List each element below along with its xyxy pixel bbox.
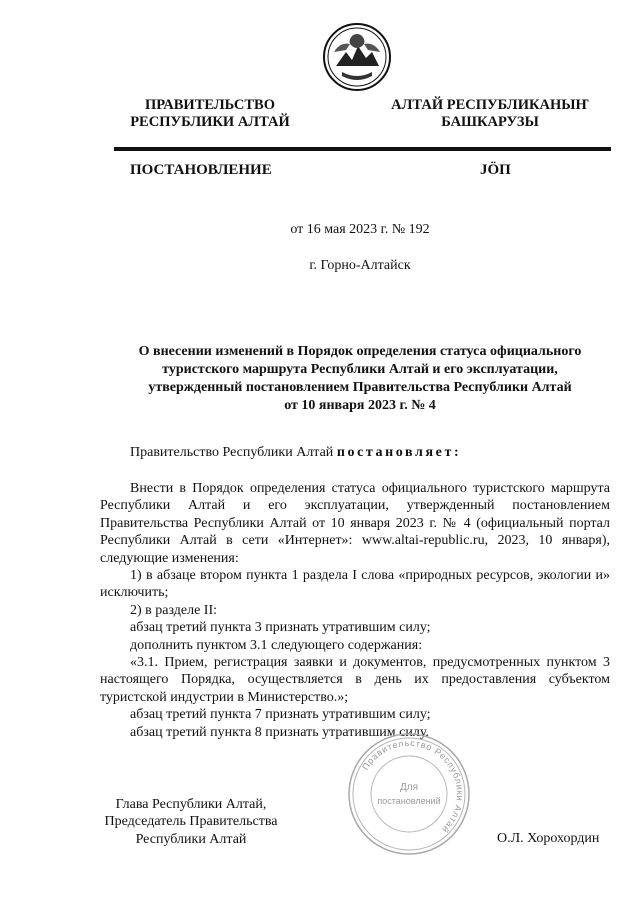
body-paragraph: 1) в абзаце втором пункта 1 раздела I слова «природных ресурсов, экологии и» исключить; [100,568,610,601]
intro-keyword: постановляет: [336,445,462,460]
title-line2: туристского маршрута Республики Алтай и его эксплуатации, [162,362,558,377]
date-number: от 16 мая 2023 г. № 192 [290,222,430,237]
signature-line2: Председатель Правительства [104,814,278,830]
body-text [100,480,610,741]
doc-type-left: ПОСТАНОВЛЕНИЕ [130,162,272,178]
stamp-ring-text: Правительство Республики Алтай [360,737,466,836]
header-left-line2: РЕСПУБЛИКИ АЛТАЙ [130,114,290,130]
body-paragraph: Внести в Порядок определения статуса официального туристского маршрута Республики Алтай и его эксплуатации, утвержденный постановлением Правительства Республики Алтай от 10 января 2023 г. № 4 (официальный портал Республики Алтай в сети «Интернет»: www.altai-republic.ru, 2023, 10 января), следующие изменения: [100,481,610,566]
coat-of-arms-icon [322,22,392,92]
body-paragraph: абзац третий пункта 3 признать утратившим силу; [130,620,431,636]
signature-block [86,796,296,848]
header-left-line1: ПРАВИТЕЛЬСТВО [145,97,275,113]
header-right-line1: АЛТАЙ РЕСПУБЛИКАНЫҤ [391,97,589,113]
stamp-center-line2: постановлений [377,796,441,806]
doc-type-right: JÖП [480,162,511,178]
header-left [100,97,320,131]
title-line3: утвержденный постановлением Правительства Республики Алтай [148,380,572,395]
city: г. Горно-Алтайск [309,258,411,273]
header-right-line2: БАШКАРУЗЫ [441,114,539,130]
official-stamp [345,730,473,858]
body-paragraph: «3.1. Прием, регистрация заявки и документов, предусмотренных пунктом 3 настоящего Порядка, осуществляется в день их предоставления субъектом туристской индустрии в Министерство.»; [100,655,610,705]
body-paragraph: 2) в разделе II: [130,602,218,618]
intro-line [100,444,610,461]
body-paragraph: дополнить пунктом 3.1 следующего содержания: [130,637,423,653]
title-line1: О внесении изменений в Порядок определения статуса официального [138,344,582,359]
header-divider [114,147,611,151]
document-title [100,343,620,415]
body-paragraph: абзац третий пункта 8 признать утратившим силу. [130,724,429,740]
signatory-name: О.Л. Хорохордин [497,831,600,846]
signature-line3: Республики Алтай [135,831,247,847]
title-line4: от 10 января 2023 г. № 4 [284,398,436,413]
signature-line1: Глава Республики Алтай, [115,797,267,812]
intro-prefix: Правительство Республики Алтай [130,445,337,460]
stamp-center-line1: Для [399,782,419,793]
header-right [385,97,595,131]
body-paragraph: абзац третий пункта 7 признать утратившим силу; [130,707,431,723]
